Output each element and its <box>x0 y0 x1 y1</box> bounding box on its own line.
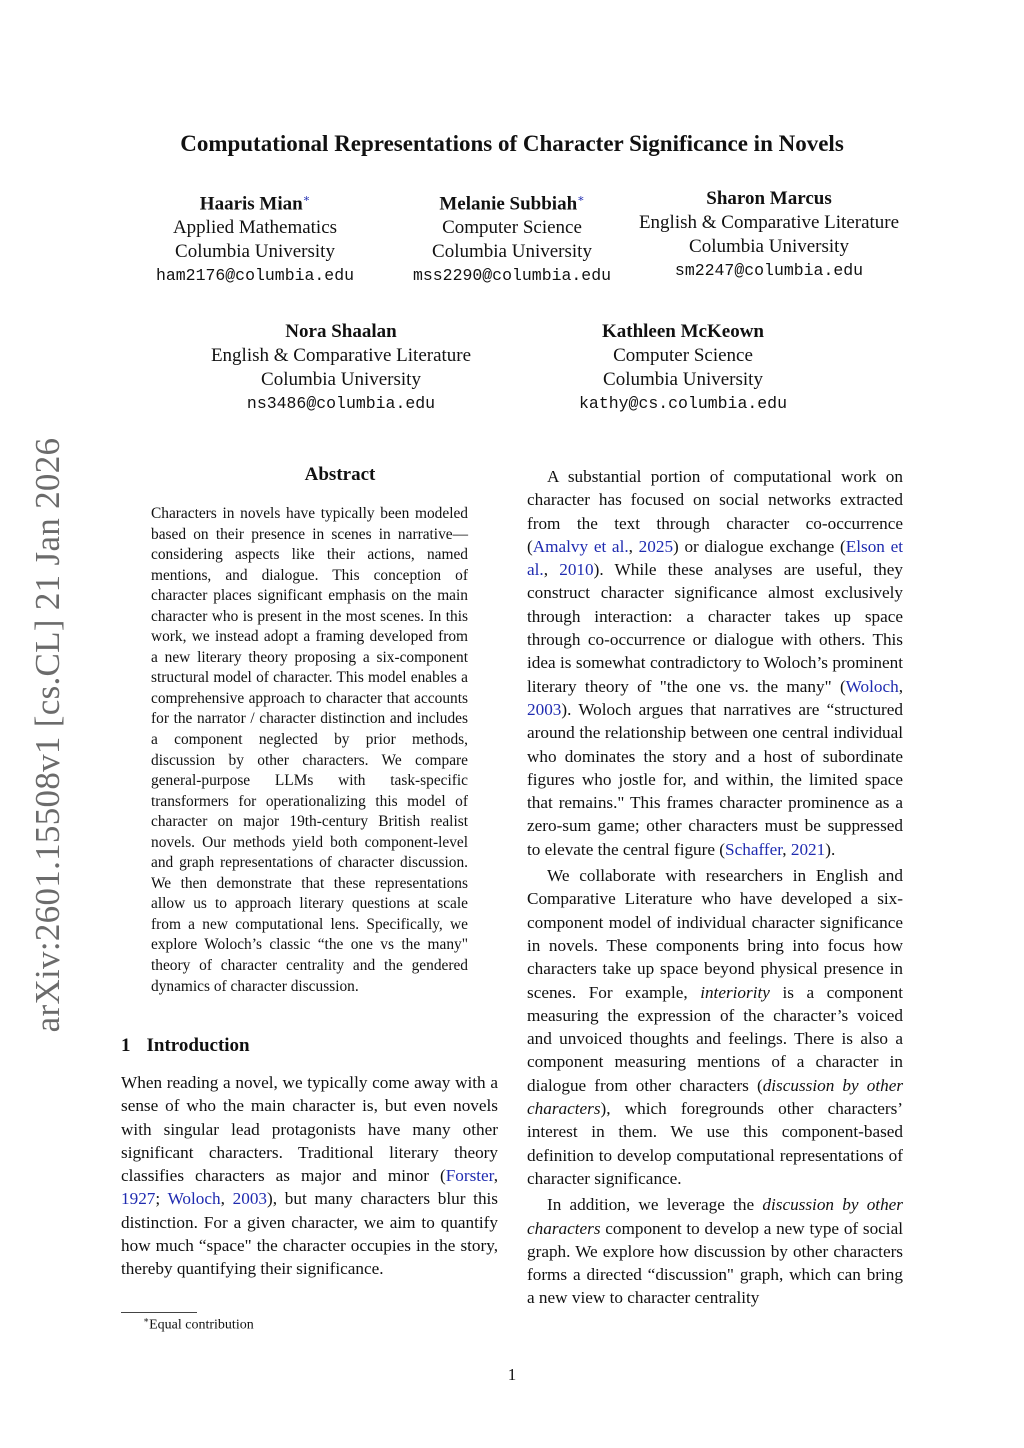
citation-link[interactable]: Woloch <box>845 676 899 696</box>
author-department: Computer Science <box>442 217 582 239</box>
author-affiliation: Columbia University <box>603 369 763 390</box>
section-heading-introduction <box>121 1035 250 1057</box>
paragraph: A substantial portion of computational work on character has focused on social networks extracted from the text through character co-occurrence (Amalvy et al., 2025) or dialogue exchange (Elson et al., 2010). While these analyses are useful, they construct character significance almost exclusively through interaction: a character takes up space through co-occurrence or dialogue with others. This idea is somewhat contradictory to Woloch’s prominent literary theory of "the one vs. the many" (Woloch, 2003). Woloch argues that narratives are “structured around the relationship between one central individual who dominates the story and a host of subordinate figures who jostle for, and within, the limited space that remains." This frames character prominence as a zero-sum game; other characters must be suppressed to elevate the central figure (Schaffer, 2021). <box>527 467 904 859</box>
left-column-text <box>121 1071 498 1281</box>
footnote-mark: ∗ <box>143 1315 150 1325</box>
citation-year-link[interactable]: 2021 <box>790 839 826 859</box>
citation-link[interactable]: Forster <box>445 1166 494 1186</box>
equal-contribution-mark[interactable]: ∗ <box>577 193 585 205</box>
citation-year-link[interactable]: 2003 <box>527 699 562 719</box>
section-number: 1 <box>121 1035 131 1056</box>
arxiv-identifier: arXiv:2601.15508v1 [cs.CL] 21 Jan 2026 <box>28 437 67 1033</box>
author-department: Computer Science <box>613 345 753 366</box>
citation-year-link[interactable]: 2003 <box>232 1189 268 1209</box>
author-name: Melanie Subbiah∗ <box>439 193 585 215</box>
author-affiliation: Columbia University <box>432 241 592 263</box>
citation-year-link[interactable]: 2025 <box>638 536 674 556</box>
author-block <box>191 320 491 416</box>
emphasis-term: discussion by other characters <box>527 1075 904 1119</box>
author-affiliation: Columbia University <box>175 241 335 263</box>
author-name: Kathleen McKeown <box>601 321 764 342</box>
citation-year-link[interactable]: 1927 <box>121 1189 156 1209</box>
paper-title: Computational Representations of Character Significance in Novels <box>180 131 844 156</box>
emphasis-term: discussion by other characters <box>527 1195 903 1238</box>
author-department: Applied Mathematics <box>172 217 338 239</box>
citation-link[interactable]: Amalvy et al. <box>532 536 629 556</box>
author-email[interactable]: ham2176@columbia.edu <box>155 266 355 286</box>
right-column-text <box>527 465 903 1310</box>
author-email[interactable]: mss2290@columbia.edu <box>412 266 612 286</box>
author-block <box>372 187 652 288</box>
author-block <box>619 187 919 283</box>
author-block <box>543 320 823 416</box>
section-title: Introduction <box>146 1035 250 1056</box>
abstract-text: Characters in novels have typically been modeled based on their presence in scenes in narrative—considering aspects like their actions, named mentions, and dialogue. This conception of character places significant emphasis on the main character who is present in the most scenes. In this work, we instead adopt a framing developed from a new literary theory proposing a six-component structural model of character. This model enables a comprehensive approach to character that accounts for the narrator / character distinction and includes a component neglected by prior methods, discussion by other characters. We compare general-purpose LLMs with task-specific transformers for operationalizing this model of character on major 19th-century British realist novels. Our methods yield both component-level and graph representations of character discussion. We then demonstrate that these representations allow us to approach literary questions at scale from a new computational lens. Specifically, we explore Woloch’s classic “the one vs the many" theory of character centrality and the gendered dynamics of character discussion. <box>151 505 468 995</box>
citation-link[interactable]: Woloch <box>167 1189 221 1209</box>
paragraph: When reading a novel, we typically come away with a sense of who the main character is, but even novels with singular lead protagonists have many other significant characters. Traditional literary theory classifies characters as major and minor (Forster, 1927; Woloch, 2003), but many characters blur this distinction. For a given character, we aim to quantify how much “space" the character occupies in the story, thereby quantifying their significance. <box>121 1073 499 1279</box>
footnote <box>143 1315 254 1334</box>
author-name: Haaris Mian∗ <box>199 193 311 215</box>
citation-link[interactable]: Elson et al. <box>527 536 904 580</box>
author-name: Nora Shaalan <box>285 321 397 342</box>
author-email[interactable]: kathy@cs.columbia.edu <box>579 394 787 413</box>
equal-contribution-mark[interactable]: ∗ <box>302 193 311 205</box>
author-name: Sharon Marcus <box>706 188 832 209</box>
citation-link[interactable]: Schaffer <box>725 839 783 859</box>
author-affiliation: Columbia University <box>689 236 849 257</box>
emphasis-term: interiority <box>700 982 770 1002</box>
abstract-heading: Abstract <box>304 464 376 485</box>
author-department: English & Comparative Literature <box>638 212 900 233</box>
footnote-text: Equal contribution <box>149 1317 254 1333</box>
paragraph: In addition, we leverage the discussion by other characters component to develop a new type of social graph. We explore how discussion by other characters forms a directed “discussion" graph, which can bring a new view to character centrality <box>527 1195 903 1308</box>
footnote-divider <box>121 1312 197 1313</box>
paragraph: We collaborate with researchers in English and Comparative Literature who have developed a six-component model of individual character significance in novels. These components bring into focus how characters take up space beyond physical presence in scenes. For example, interiority is a component measuring the expression of the character’s voiced and unvoiced thoughts and feelings. There is also a component measuring mentions of a character in dialogue from other characters (discussion by other characters), which foregrounds other characters’ interest in them. We use this component-based definition to develop computational representations of character significance. <box>527 866 904 1188</box>
author-block <box>115 187 395 288</box>
page-number: 1 <box>507 1365 517 1384</box>
author-email[interactable]: sm2247@columbia.edu <box>674 261 864 280</box>
author-email[interactable]: ns3486@columbia.edu <box>246 394 436 413</box>
author-affiliation: Columbia University <box>261 369 421 390</box>
citation-year-link[interactable]: 2010 <box>559 560 594 580</box>
author-department: English & Comparative Literature <box>210 345 472 366</box>
